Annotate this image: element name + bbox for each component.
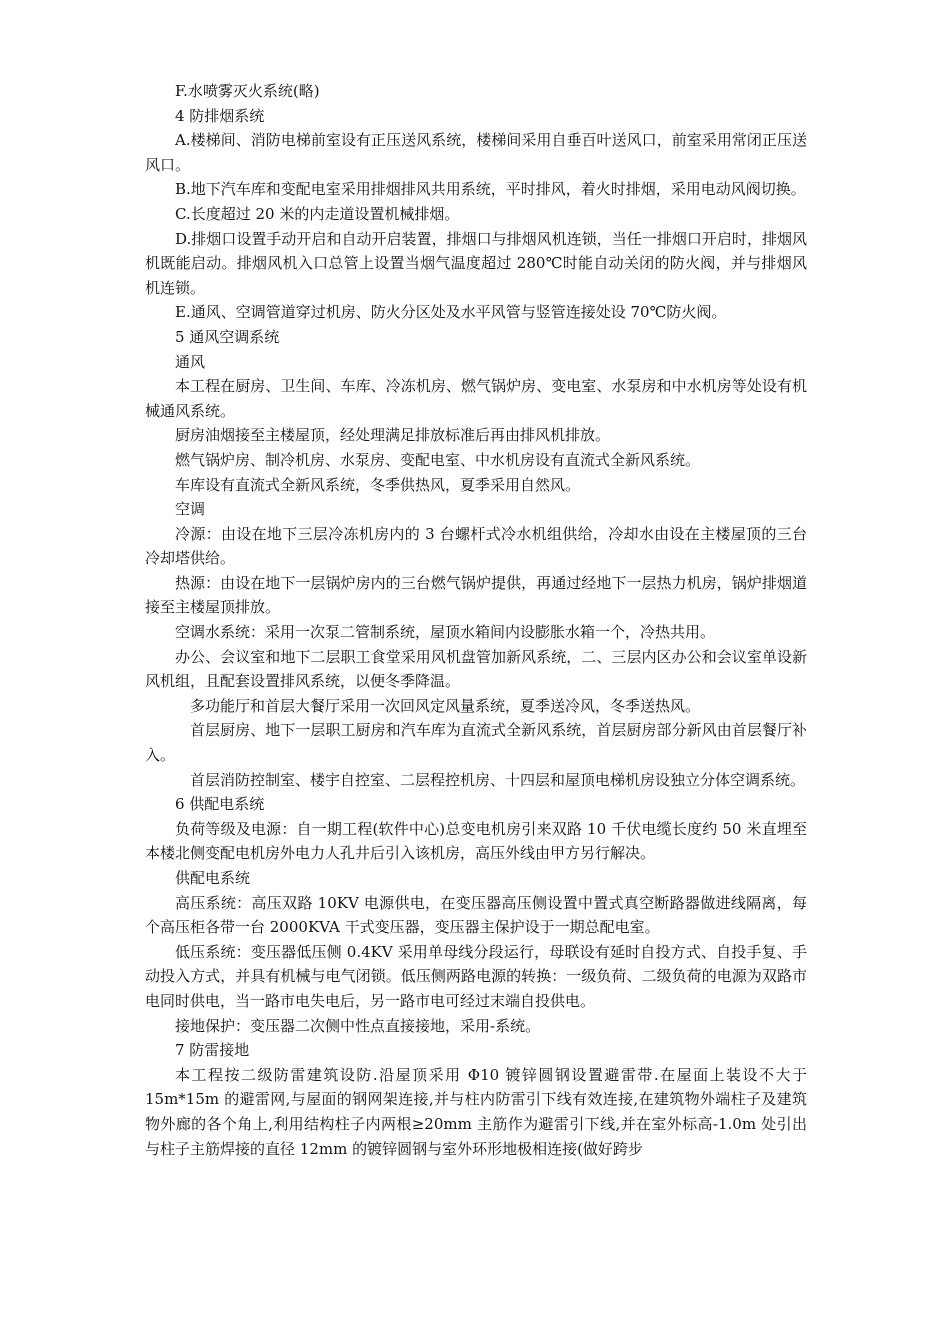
subsection-heading: 空调: [175, 500, 206, 519]
paragraph: 热源：由设在地下一层锅炉房内的三台燃气锅炉提供，再通过经地下一层热力机房，锅炉排烟道接至主楼屋顶排放。: [145, 573, 807, 617]
paragraph: E.通风、空调管道穿过机房、防火分区处及水平风管与竖管连接处设 70℃防火阀。: [175, 303, 727, 322]
paragraph: 首层厨房、地下一层职工厨房和汽车库为直流式全新风系统，首层厨房部分新风由首层餐厅补入。: [145, 721, 807, 765]
paragraph: 燃气锅炉房、制冷机房、水泵房、变配电室、中水机房设有直流式全新风系统。: [175, 450, 701, 469]
paragraph: 负荷等级及电源：自一期工程(软件中心)总变电机房引来双路 10 千伏电缆长度约 50 米直埋至本楼北侧变配电机房外电力人孔井后引入该机房，高压外线由甲方另行解决。: [145, 819, 807, 863]
paragraph: 低压系统：变压器低压侧 0.4KV 采用单母线分段运行，母联设有延时自投方式、自投手复、手动投入方式，并具有机械与电气闭锁。低压侧两路电源的转换：一级负荷、二级负荷的电源为双路市电同时供电，当一路市电失电后，另一路市电可经过末端自投供电。: [145, 942, 807, 1010]
section-heading: 5 通风空调系统: [175, 327, 280, 346]
subsection-heading: 通风: [175, 352, 206, 371]
paragraph: 冷源：由设在地下三层冷冻机房内的 3 台螺杆式冷水机组供给，冷却水由设在主楼屋顶的三台冷却塔供给。: [145, 524, 807, 568]
section-heading: 6 供配电系统: [175, 795, 265, 814]
section-heading: 4 防排烟系统: [175, 106, 265, 125]
paragraph: 厨房油烟接至主楼屋顶，经处理满足排放标准后再由排风机排放。: [175, 426, 611, 445]
paragraph: 本工程按二级防雷建筑设防.沿屋顶采用 Φ10 镀锌圆钢设置避雷带.在屋面上装设不大于 15m*15m 的避雷网,与屋面的钢网架连接,并与柱内防雷引下线有效连接,在建筑物外端柱子及建筑物外廊的各个角上,利用结构柱子内两根≥20mm 主筋作为避雷引下线,并在室外标高-1.0m 处引出与柱子主筋焊接的直径 12mm 的镀锌圆钢与室外环形地极相连接(做好跨步: [145, 1065, 807, 1158]
paragraph: 办公、会议室和地下二层职工食堂采用风机盘管加新风系统，二、三层内区办公和会议室单设新风机组，且配套设置排风系统，以便冬季降温。: [145, 647, 807, 691]
paragraph: 高压系统：高压双路 10KV 电源供电，在变压器高压侧设置中置式真空断路器做进线隔离，每个高压柜各带一台 2000KVA 干式变压器，变压器主保护设于一期总配电室。: [145, 893, 807, 937]
document-body: [145, 79, 807, 1161]
paragraph: 多功能厅和首层大餐厅采用一次回风定风量系统，夏季送冷风，冬季送热风。: [190, 696, 701, 715]
subsection-heading: 供配电系统: [175, 869, 251, 887]
paragraph: 车库设有直流式全新风系统，冬季供热风，夏季采用自然风。: [175, 475, 581, 494]
section-heading: 7 防雷接地: [175, 1041, 250, 1060]
paragraph: A.楼梯间、消防电梯前室设有正压送风系统，楼梯间采用自垂百叶送风口，前室采用常闭正压送风口。: [145, 131, 807, 174]
paragraph: 首层消防控制室、楼宇自控室、二层程控机房、十四层和屋顶电梯机房设独立分体空调系统。: [190, 770, 806, 789]
paragraph: 接地保护：变压器二次侧中性点直接接地，采用-系统。: [175, 1016, 541, 1035]
paragraph: C.长度超过 20 米的内走道设置机械排烟。: [175, 204, 460, 223]
paragraph: 空调水系统：采用一次泵二管制系统，屋顶水箱间内设膨胀水箱一个，冷热共用。: [175, 623, 716, 642]
paragraph: D.排烟口设置手动开启和自动开启装置，排烟口与排烟风机连锁，当任一排烟口开启时，排烟风机既能启动。排烟风机入口总管上设置当烟气温度超过 280℃时能自动关闭的防火阀，并与排烟风机连锁。: [145, 229, 807, 297]
section-heading: F.水喷雾灭火系统(略): [175, 82, 320, 100]
paragraph: B.地下汽车库和变配电室采用排烟排风共用系统，平时排风，着火时排烟，采用电动风阀切换。: [175, 180, 806, 199]
paragraph: 本工程在厨房、卫生间、车库、冷冻机房、燃气锅炉房、变电室、水泵房和中水机房等处设有机械通风系统。: [145, 377, 807, 420]
